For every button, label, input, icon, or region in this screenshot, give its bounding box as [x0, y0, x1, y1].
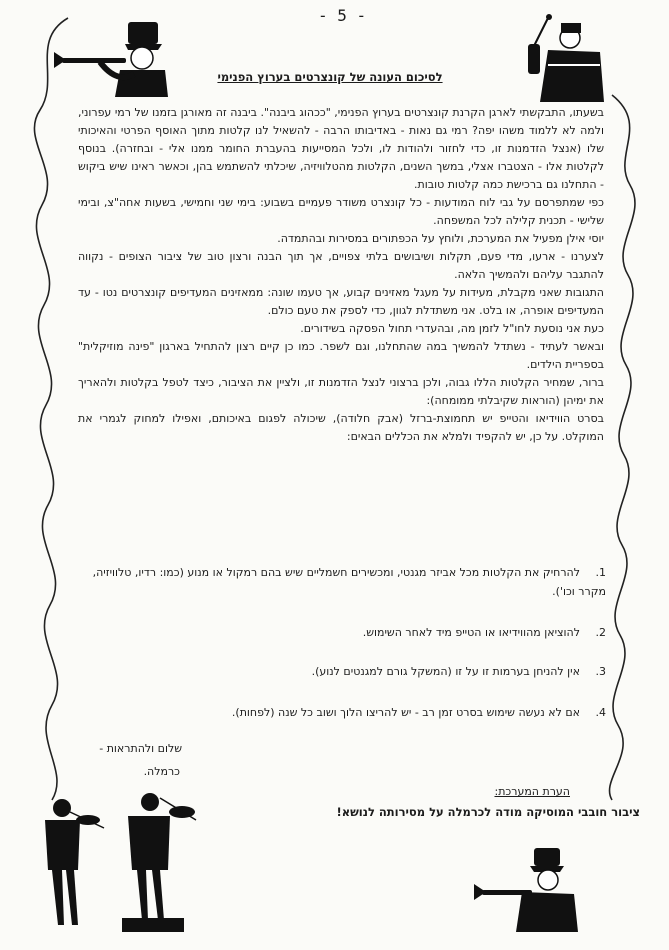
editor-note-label: הערת המערכת: — [494, 785, 570, 798]
trumpeter-illustration-bottom-right — [474, 848, 578, 932]
drum-major-illustration-top-right — [528, 14, 604, 102]
rule-item — [80, 623, 606, 642]
rule-number: 1. — [595, 566, 606, 579]
rule-text: להוציאן מהווידיאו או הטייפ מיד לאחר השימוש. — [362, 626, 580, 639]
paragraph: התגובות שאני מקבלת, מעידות על מעגל מאזינים קבוע, אך טעמו שונה: ממאזינים המעדיפים קונצרטים נטו - עד המעדיפים אופרה, או בלט. אני משתדלת לגוון, כדי לספק את טעם כולם. — [78, 286, 604, 317]
rule-number: 4. — [595, 706, 606, 719]
paragraph: לצערנו - ארעו, מדי פעם, תקלות ושיבושים בלתי צפויים, אך תוך הבנה ורצון טוב של ציבור הצופים - נקווה להתגבר עליהם ולהמשיך הלאה. — [78, 250, 604, 281]
rule-number: 3. — [595, 665, 606, 678]
wavy-right-border — [609, 95, 634, 800]
page-title: לסיכום העונה של קונצרטים בערוץ הפנימי — [217, 70, 443, 84]
rule-text: להרחיק את הקלטות מכל אביזר מגנטי, ומכשירים חשמליים שיש בהם רמקול או מנוע (כמו: רדיו, טלוויזיה, מקרר וכו'). — [92, 566, 606, 598]
violinists-illustration-bottom-left — [45, 793, 196, 932]
paragraph: בשעתו, התבקשתי לארגן הקרנת קונצרטים בערוץ הפנימי, "ככהוג ביבנה". ביבנה זה מאורגן בזמנו של רמי עפרוני, ולמה לא ללמוד משהו יפה? רמי גם נאות - באדיבותו הרבה - להשאיל לנו קלטות מתוך האוסף הפרטי והאיכותי שלו (אנצל הזדמנות זו, כדי לחזור ולהודות לו, ולכל המסייעות בהעברת החומר ממנו אלי - ובחזרה). בנוסף לקלטות אלו - הצטברו אצלי, במשך השנים, הקלטות מהטלוויזיה, שיכלתי להשתמש בהן, וכאשר ראינו שיש ביקוש - התחלנו גם ברכישת כמה קלטות טובות. — [78, 106, 604, 191]
rule-item — [80, 563, 606, 601]
paragraph: כפי שמתפרסם על גבי לוח המודעות - כל קונצרט משודר פעמיים בשבוע: בימי שני וחמישי, בשעות אחה"צ, ובימי שלישי - תכנית קלילה לכל המשפחה. — [78, 196, 604, 227]
paragraph: כעת אני נוסעת לחו"ל לזמן מה, ובהעדרי תחול הפסקה בשידורים. — [300, 322, 604, 335]
editor-note-text: ציבור חובבי המוסיקה מודה לכרמלה על מסירותה לנושא! — [336, 805, 640, 819]
rule-item — [80, 662, 606, 681]
signoff-greeting: שלום ולהתראות - — [99, 742, 182, 755]
wavy-left-border — [34, 18, 68, 800]
rule-number: 2. — [595, 626, 606, 639]
paragraph: ובאשר לעתיד - נשתדל להמשיך במה שהתחלנו, וגם לשפר. כמו כן קיים רצון להתחיל בארגון "פינה מוזיקלית" בספריית הילדים. — [78, 340, 604, 371]
rule-text: אין להניחן בערמות זו על זו (המשקל גורם למגנטים לנוע). — [311, 665, 580, 678]
article-body — [78, 104, 604, 446]
paragraph: בסרט הווידיאו והטייפ יש תחמוצת-ברזל (אבק חלודה), שיכולה לפגום באיכותם, ואפילו למחוק לגמרי את המוקלט. על כן, יש להקפיד ולמלא את הכללים הבאים: — [78, 412, 604, 443]
paragraph: ברור, שמחיר הקלטות הללו גבוה, ולכן ברצוני לנצל הזדמנות זו, ולציין את הציבור, כיצד לטפל בקלטות ולהאריך את ימיהן (הוראות שקיבלתי ממומחה): — [78, 376, 604, 407]
signoff-name: כרמלה. — [143, 765, 180, 778]
rule-item — [80, 703, 606, 722]
paragraph: יוסי אילן מפעיל את המערכת, ולוחץ על הכפתורים במסירות ובהתמדה. — [277, 232, 604, 245]
trumpeter-illustration-top-left — [54, 22, 168, 97]
rule-text: אם לא נעשה שימוש בסרט זמן רב - יש להריצו הלוך ושוב כל שנה (לפחות). — [231, 706, 580, 719]
page-number: - 5 - — [318, 6, 367, 25]
